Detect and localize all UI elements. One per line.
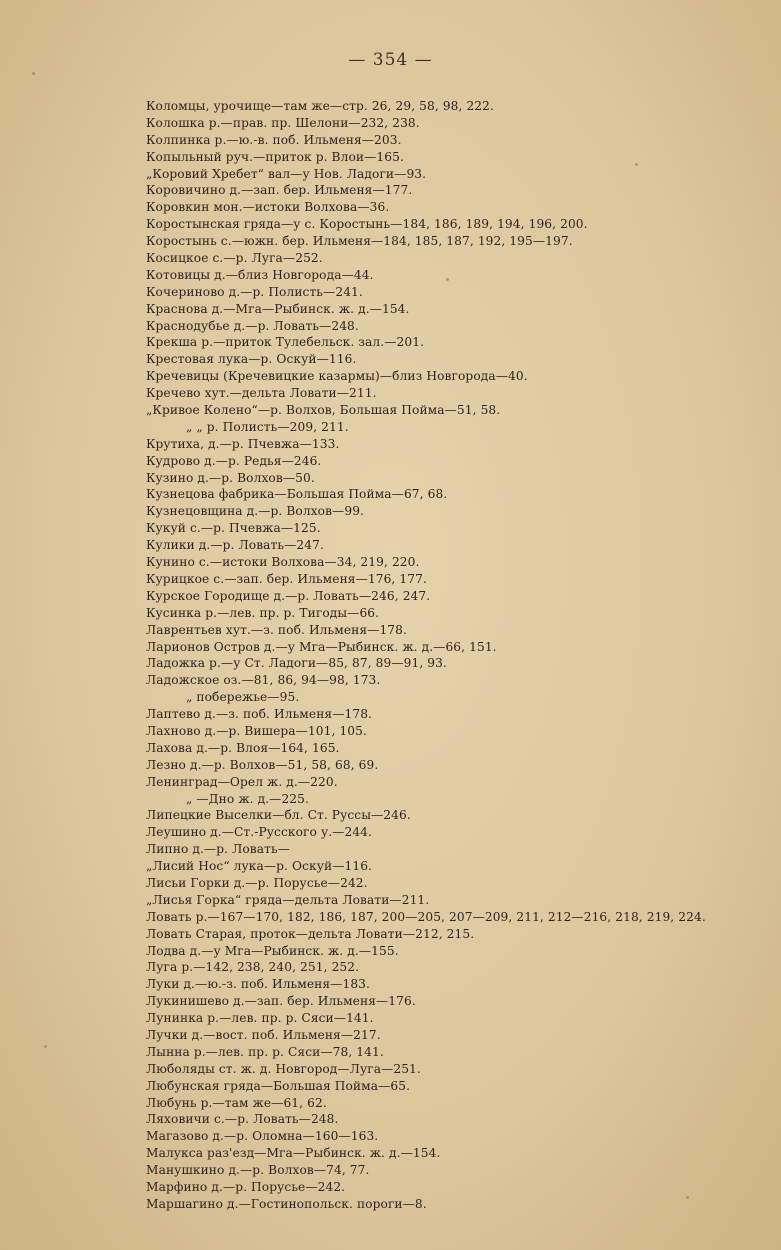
index-entry: Кудрово д.—р. Редья—246.	[146, 453, 322, 468]
index-entry: Лодва д.—у Мга—Рыбинск. ж. д.—155.	[146, 943, 399, 958]
index-entry: Лукинишево д.—зап. бер. Ильменя—176.	[146, 994, 416, 1009]
index-entry: Лунинка р.—лев. пр. р. Сяси—141.	[146, 1011, 374, 1026]
index-entry: Крестовая лука—р. Оскуй—116.	[146, 352, 357, 367]
paper-speck	[44, 1045, 47, 1048]
index-entry: „ „ р. Полисть—209, 211.	[186, 419, 349, 434]
index-entry: Кузнецовщина д.—р. Волхов—99.	[146, 504, 365, 519]
index-entry: Ларионов Остров д.—у Мга—Рыбинск. ж. д.—66, 151.	[146, 639, 497, 654]
index-entry: „Коровий Хребет“ вал—у Нов. Ладоги—93.	[146, 166, 427, 181]
index-entry: Кусинка р.—лев. пр. р. Тигоды—66.	[146, 605, 380, 620]
index-entry: Курицкое с.—зап. бер. Ильменя—176, 177.	[146, 571, 427, 586]
index-entry: Коровкин мон.—истоки Волхова—36.	[146, 200, 390, 215]
index-entry: „ побережье—95.	[186, 690, 300, 705]
index-entries	[146, 98, 776, 1213]
index-entry: Лынна р.—лев. пр. р. Сяси—78, 141.	[146, 1044, 384, 1059]
paper-speck	[446, 278, 449, 281]
index-entry: Лучки д.—вост. поб. Ильменя—217.	[146, 1027, 381, 1042]
index-entry: Лисьи Горки д.—р. Порусье—242.	[146, 875, 368, 890]
index-entry: Кочериново д.—р. Полисть—241.	[146, 284, 363, 299]
index-entry: Липно д.—р. Ловать—	[146, 842, 290, 857]
index-entry: Леушино д.—Ст.-Русского у.—244.	[146, 825, 373, 840]
index-entry: Колошка р.—прав. пр. Шелони—232, 238.	[146, 115, 420, 130]
index-entry: Кулики д.—р. Ловать—247.	[146, 538, 324, 553]
index-entry: Лаврентьев хут.—з. поб. Ильменя—178.	[146, 622, 407, 637]
index-entry: Курское Городище д.—р. Ловать—246, 247.	[146, 588, 431, 603]
index-entry: „Лисья Горка“ гряда—дельта Ловати—211.	[146, 892, 430, 907]
index-entry: Краснова д.—Мга—Рыбинск. ж. д.—154.	[146, 301, 410, 316]
index-entry: Кречевицы (Кречевицкие казармы)—близ Новгорода—40.	[146, 369, 528, 384]
index-entry: Луга р.—142, 238, 240, 251, 252.	[146, 960, 360, 975]
index-entry: Ловать р.—167—170, 182, 186, 187, 200—205, 207—209, 211, 212—216, 218, 219, 224.	[146, 909, 706, 924]
paper-speck	[635, 163, 638, 166]
index-entry: Лезно д.—р. Волхов—51, 58, 68, 69.	[146, 757, 379, 772]
index-entry: „Лисий Нос“ лука—р. Оскуй—116.	[146, 859, 373, 874]
index-entry: Любунская гряда—Большая Пойма—65.	[146, 1078, 411, 1093]
index-entry: Копыльный руч.—приток р. Влои—165.	[146, 149, 404, 164]
index-entry: Лаптево д.—з. поб. Ильменя—178.	[146, 707, 373, 722]
index-entry: Лахова д.—р. Влоя—164, 165.	[146, 740, 340, 755]
index-entry: Коростынь с.—южн. бер. Ильменя—184, 185, 187, 192, 195—197.	[146, 234, 573, 249]
index-entry: Котовицы д.—близ Новгорода—44.	[146, 267, 374, 282]
index-entry: Ленинград—Орел ж. д.—220.	[146, 774, 338, 789]
index-entry: Крекша р.—приток Тулебельск. зал.—201.	[146, 335, 425, 350]
index-entry: Кузнецова фабрика—Большая Пойма—67, 68.	[146, 487, 448, 502]
index-entry: Краснодубье д.—р. Ловать—248.	[146, 318, 359, 333]
index-entry: Коровичино д.—зап. бер. Ильменя—177.	[146, 183, 413, 198]
index-entry: Коломцы, урочище—там же—стр. 26, 29, 58, 98, 222.	[146, 99, 494, 113]
page-number: — 354 —	[348, 50, 433, 70]
index-entry: Марфино д.—р. Порусье—242.	[146, 1180, 346, 1194]
paper-speck	[32, 72, 35, 75]
index-entry: „ —Дно ж. д.—225.	[186, 791, 309, 806]
index-entry: Кунино с.—истоки Волхова—34, 219, 220.	[146, 555, 420, 570]
index-entry: Люболяды ст. ж. д. Новгород—Луга—251.	[146, 1061, 421, 1076]
index-entry: Косицкое с.—р. Луга—252.	[146, 251, 323, 266]
index-entry: Коростынская гряда—у с. Коростынь—184, 186, 189, 194, 196, 200.	[146, 217, 588, 232]
index-entry: Липецкие Выселки—бл. Ст. Руссы—246.	[146, 808, 411, 823]
index-entry: Маршагино д.—Гостинопольск. пороги—8.	[146, 1196, 427, 1211]
index-entry: Малукса раз'езд—Мга—Рыбинск. ж. д.—154.	[146, 1146, 441, 1161]
index-entry: Колпинка р.—ю.-в. поб. Ильменя—203.	[146, 132, 402, 147]
index-entry: Ляховичи с.—р. Ловать—248.	[146, 1112, 339, 1127]
index-entry: „Кривое Колено“—р. Волхов, Большая Пойма—51, 58.	[146, 403, 501, 418]
index-entry: Кукуй с.—р. Пчевжа—125.	[146, 521, 321, 536]
index-entry: Лахново д.—р. Вишера—101, 105.	[146, 723, 367, 738]
index-entry: Луки д.—ю.-з. поб. Ильменя—183.	[146, 977, 370, 992]
index-entry: Ловать Старая, проток—дельта Ловати—212, 215.	[146, 926, 475, 941]
index-entry: Кречево хут.—дельта Ловати—211.	[146, 386, 377, 401]
index-entry: Кузино д.—р. Волхов—50.	[146, 470, 315, 485]
index-entry: Крутиха, д.—р. Пчевжа—133.	[146, 436, 340, 451]
index-entry: Ладожское оз.—81, 86, 94—98, 173.	[146, 673, 381, 688]
index-entry: Магазово д.—р. Оломна—160—163.	[146, 1129, 379, 1144]
paper-speck	[686, 1196, 689, 1199]
index-entry: Манушкино д.—р. Волхов—74, 77.	[146, 1163, 370, 1178]
index-entry: Ладожка р.—у Ст. Ладоги—85, 87, 89—91, 93.	[146, 656, 447, 671]
index-entry: Любунь р.—там же—61, 62.	[146, 1095, 327, 1110]
